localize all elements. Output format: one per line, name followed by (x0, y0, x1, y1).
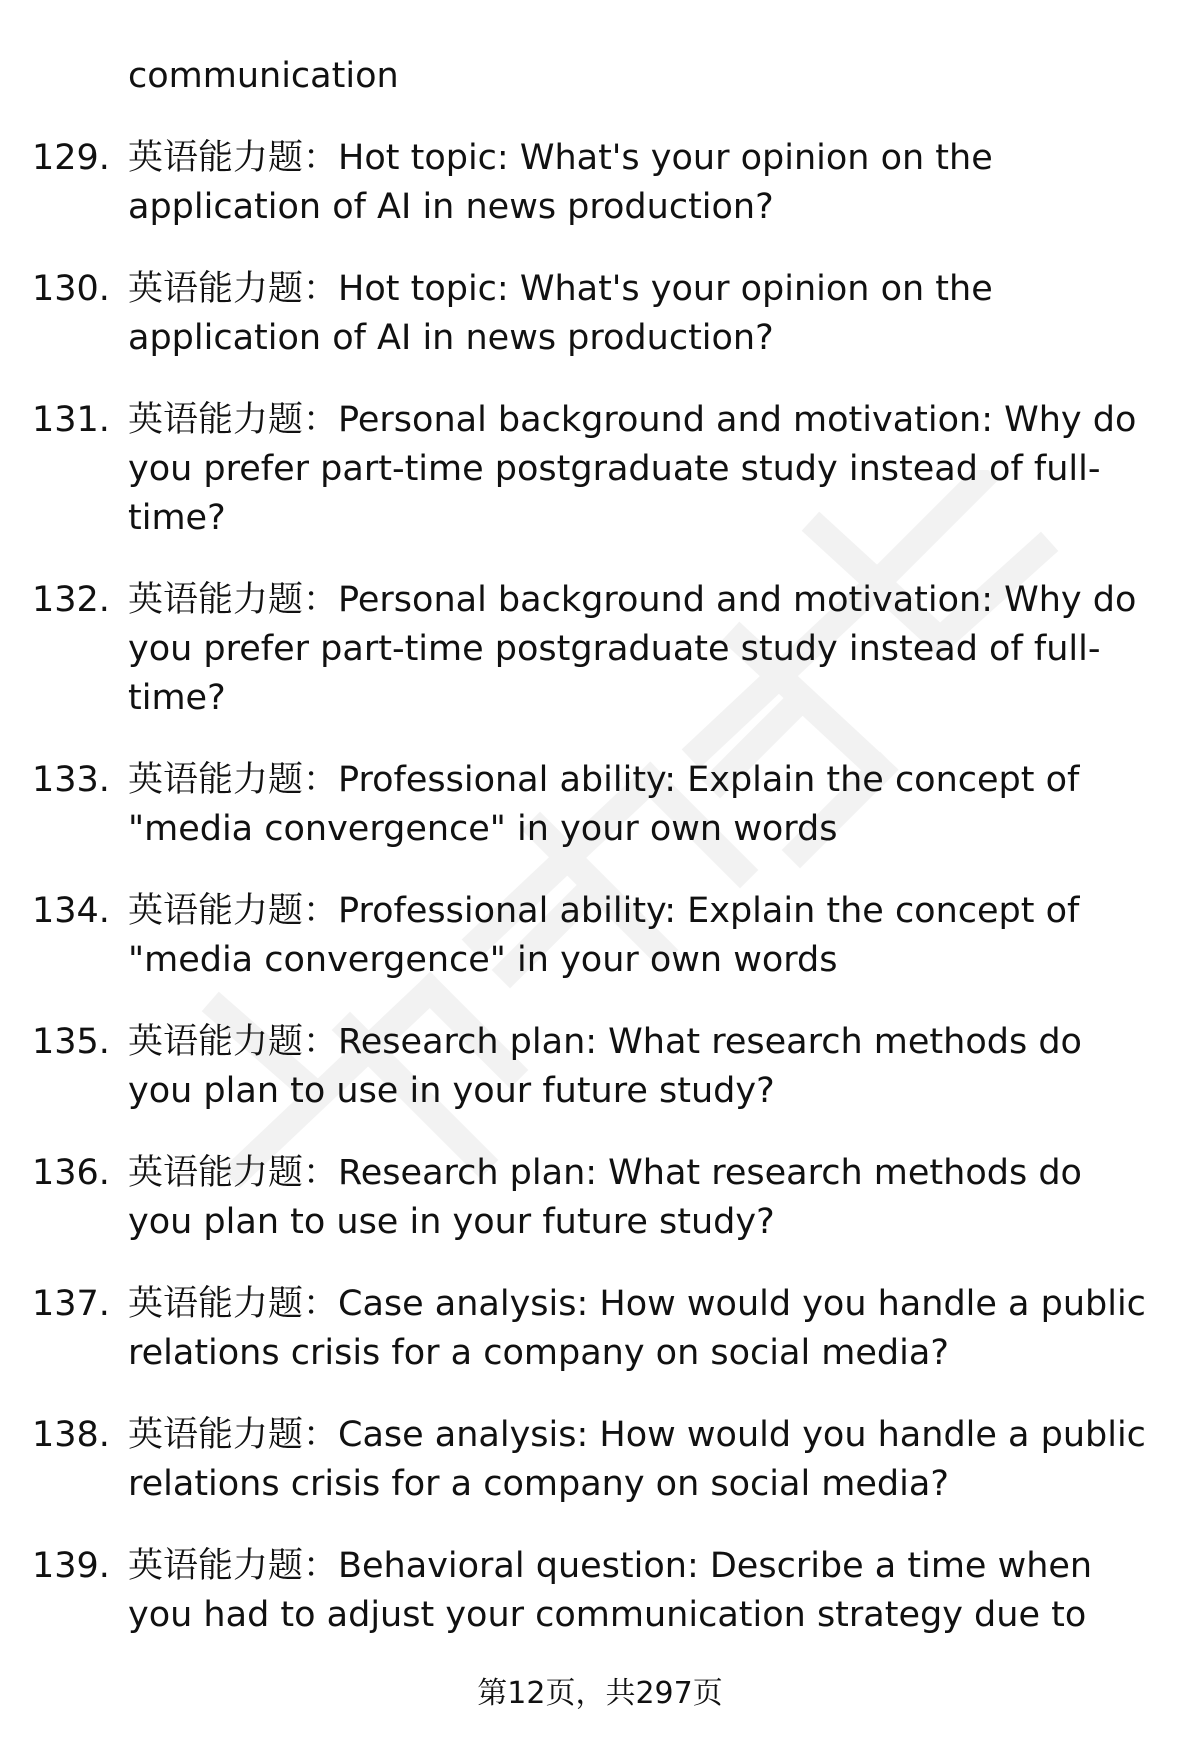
page-footer: 第12页，共297页 (477, 1676, 723, 1711)
question-number: 132. (32, 580, 110, 620)
list-item (0, 134, 1148, 232)
question-prefix: 英语能力题： (128, 400, 339, 440)
question-prefix: 英语能力题： (128, 1546, 339, 1586)
list-item (0, 1411, 1148, 1509)
list-item (0, 1149, 1148, 1247)
question-prefix: 英语能力题： (128, 1415, 339, 1455)
question-text: Personal background and motivation: Why do you prefer part-time postgraduate study instead of full-time? (128, 400, 1137, 538)
question-number: 129. (32, 138, 110, 178)
list-item (0, 756, 1148, 854)
question-prefix: 英语能力题： (128, 269, 339, 309)
list-item (0, 265, 1148, 363)
question-text: Research plan: What research methods do you plan to use in your future study? (128, 1153, 1082, 1242)
list-item (0, 396, 1148, 543)
question-number: 137. (32, 1284, 110, 1324)
question-text: Professional ability: Explain the concept of "media convergence" in your own words (128, 760, 1080, 849)
question-prefix: 英语能力题： (128, 138, 339, 178)
continuation-text: communication (128, 56, 399, 96)
question-text: Case analysis: How would you handle a public relations crisis for a company on social media? (128, 1284, 1146, 1373)
question-number: 138. (32, 1415, 110, 1455)
list-item (0, 1280, 1148, 1378)
list-item (0, 1542, 1148, 1640)
question-text: Professional ability: Explain the concept of "media convergence" in your own words (128, 891, 1080, 980)
question-text: Behavioral question: Describe a time when you had to adjust your communication strategy due to (128, 1546, 1093, 1635)
list-item (0, 887, 1148, 985)
question-text: Hot topic: What's your opinion on the application of AI in news production? (128, 269, 993, 358)
list-item (0, 576, 1148, 723)
question-number: 130. (32, 269, 110, 309)
question-text: Personal background and motivation: Why do you prefer part-time postgraduate study instead of full-time? (128, 580, 1137, 718)
list-item (0, 1018, 1148, 1116)
question-list (0, 134, 1200, 1640)
question-prefix: 英语能力题： (128, 1153, 339, 1193)
question-prefix: 英语能力题： (128, 891, 339, 931)
question-number: 133. (32, 760, 110, 800)
document-body (0, 52, 1200, 1673)
question-prefix: 英语能力题： (128, 580, 339, 620)
question-prefix: 英语能力题： (128, 1022, 339, 1062)
question-text: Hot topic: What's your opinion on the application of AI in news production? (128, 138, 993, 227)
question-number: 131. (32, 400, 110, 440)
question-number: 135. (32, 1022, 110, 1062)
question-prefix: 英语能力题： (128, 1284, 339, 1324)
question-number: 134. (32, 891, 110, 931)
question-number: 139. (32, 1546, 110, 1586)
question-text: Research plan: What research methods do you plan to use in your future study? (128, 1022, 1082, 1111)
question-prefix: 英语能力题： (128, 760, 339, 800)
question-number: 136. (32, 1153, 110, 1193)
question-text: Case analysis: How would you handle a public relations crisis for a company on social media? (128, 1415, 1146, 1504)
